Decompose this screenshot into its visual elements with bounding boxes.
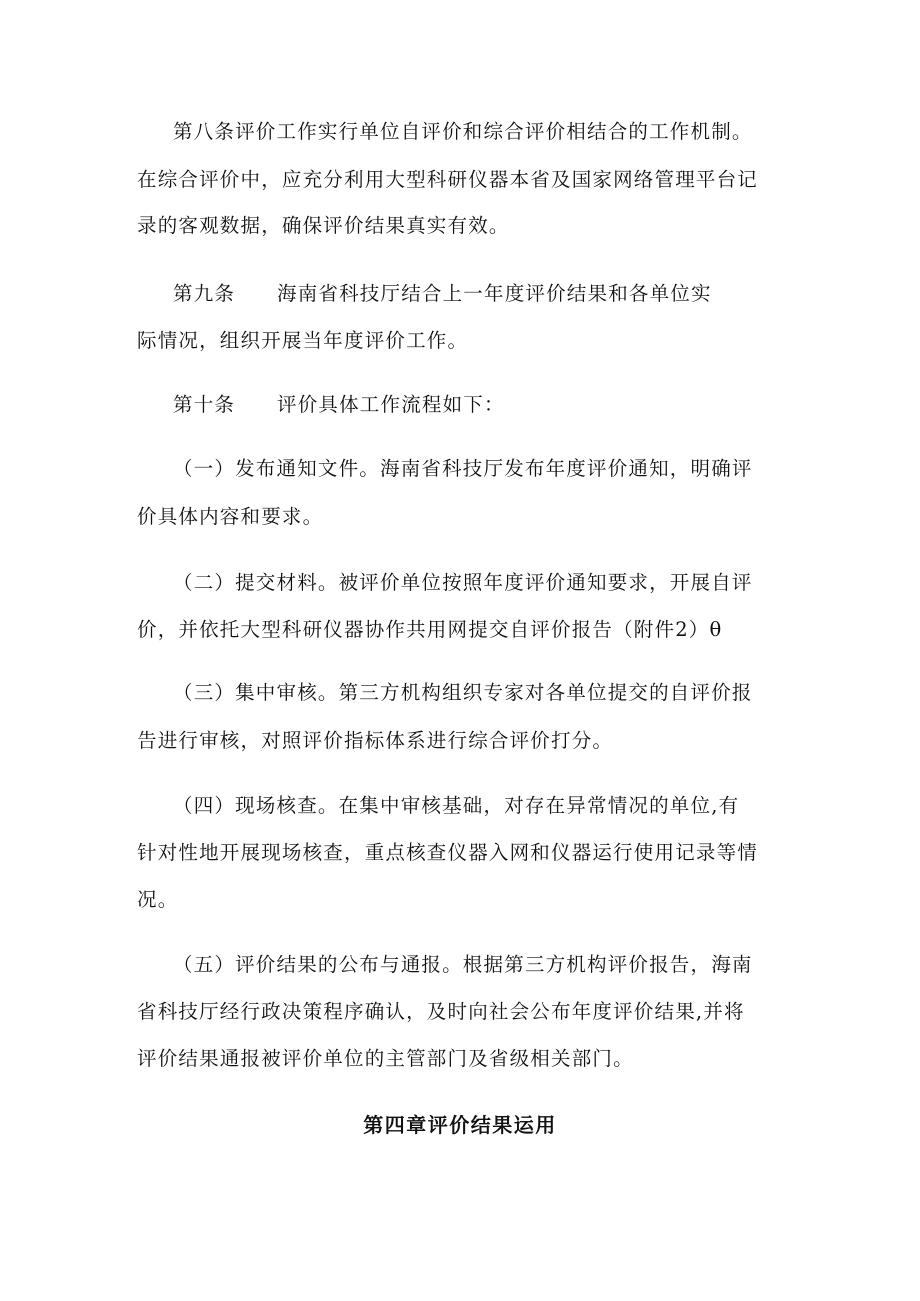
step-5-line-3: 评价结果通报被评价单位的主管部门及省级相关部门。 (137, 1047, 634, 1070)
article-10-number: 第十条 (173, 393, 236, 416)
article-8-line-3: 录的客观数据，确保评价结果真实有效。 (137, 214, 510, 237)
article-10-text: 评价具体工作流程如下： (277, 393, 505, 416)
article-9-line-1: 海南省科技厅结合上一年度评价结果和各单位实 (277, 282, 712, 305)
step-1-line-1: （一）发布通知文件。海南省科技厅发布年度评价通知，明确评 (173, 457, 753, 480)
step-5-line-2: 省科技厅经行政决策程序确认，及时向社会公布年度评价结果,并将 (137, 1000, 745, 1023)
article-8-line-2: 在综合评价中，应充分利用大型科研仪器本省及国家网络管理平台记 (137, 168, 759, 191)
step-4-line-1: （四）现场核查。在集中审核基础，对存在异常情况的单位,有 (173, 794, 740, 817)
step-2-line-2: 价，并依托大型科研仪器协作共用网提交自评价报告（附件2）θ (137, 618, 723, 641)
step-2-line-1: （二）提交材料。被评价单位按照年度评价通知要求，开展自评 (173, 571, 753, 594)
step-5-line-1: （五）评价结果的公布与通报。根据第三方机构评价报告，海南 (173, 953, 753, 976)
step-4-line-2: 针对性地开展现场核查，重点核查仪器入网和仪器运行使用记录等情 (137, 841, 759, 864)
step-4-line-3: 况。 (137, 888, 179, 911)
article-9-line-2: 际情况，组织开展当年度评价工作。 (137, 329, 469, 352)
article-9-number: 第九条 (173, 282, 236, 305)
step-3-line-1: （三）集中审核。第三方机构组织专家对各单位提交的自评价报 (173, 681, 753, 704)
chapter-4-title: 第四章评价结果运用 (363, 1113, 557, 1137)
step-1-line-2: 价具体内容和要求。 (137, 505, 324, 528)
step-3-line-2: 告进行审核，对照评价指标体系进行综合评价打分。 (137, 729, 614, 752)
article-8-line-1: 第八条评价工作实行单位自评价和综合评价相结合的工作机制。 (173, 120, 753, 143)
